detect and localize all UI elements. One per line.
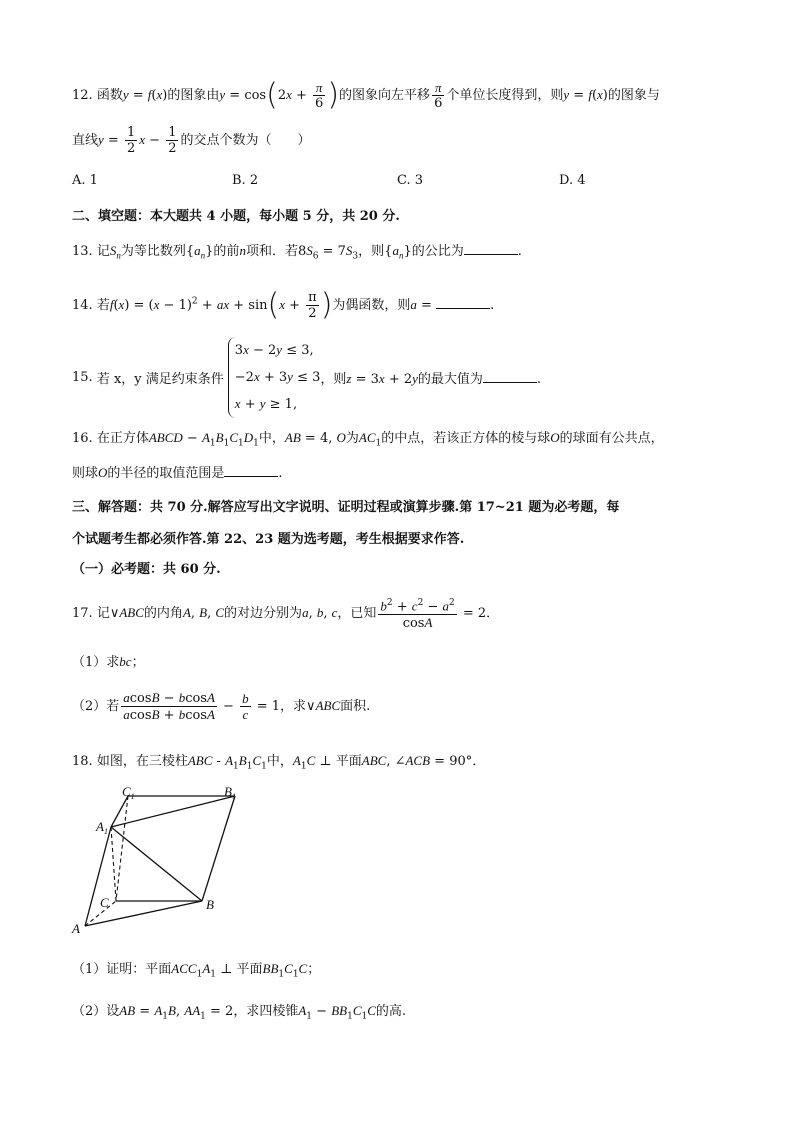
section-2-heading: 二、填空题：本大题共 4 小题，每小题 5 分，共 20 分. xyxy=(72,209,400,224)
q18-part1: （1）证明：平面$ACC_1A_1$ ⊥ 平面$BB_1C_1C$； xyxy=(72,961,321,980)
edge-a1-a xyxy=(85,827,111,926)
q17: 17. 记∨ABC的内角A, B, C的对边分别为a, b, c，已知 $\frac{b^2 + c^2 - a^2}{\cos A}$ = 2． xyxy=(72,598,500,632)
label-b: B xyxy=(206,897,214,912)
label-a1: $A_1$ xyxy=(96,819,108,836)
q16-answer-blank xyxy=(224,464,278,477)
q14-answer-blank xyxy=(436,296,490,309)
edge-a1-b1 xyxy=(111,796,235,827)
q18: 18. 如图，在三棱柱ABC - $A_1B_1C_1$中，$A_1C$ ⊥ 平面ABC, ∠ACB = 90°． xyxy=(72,753,486,772)
q12-line1: 12. 函数y = f(x)的图象由y = cos(2x + $\frac{\pi}{6}$ )的图象向左平移 $\frac{\pi}{6}$ 个单位长度得到，则y = f(x)的图象与 xyxy=(72,77,660,113)
q13: 13. 记$S_n$为等比数列$\{a_n\}$的前n项和．若$8S_6 = 7S_3$，则$\{a_n\}$的公比为 . xyxy=(72,243,522,262)
q12-option-c: C. 3 xyxy=(397,173,424,188)
section-3-subheading: （一）必考题：共 60 分. xyxy=(72,562,221,577)
label-c1: $C_1$ xyxy=(122,784,135,801)
edge-b1-b xyxy=(202,796,235,901)
q12-option-d: D. 4 xyxy=(559,173,586,188)
section-3-heading-line1: 三、解答题：共 70 分.解答应写出文字说明、证明过程或演算步骤.第 17~21 题为必考题，每 xyxy=(72,500,620,515)
edge-c1-c-hidden xyxy=(116,796,128,901)
q12-option-a: A. 1 xyxy=(72,173,98,188)
q17-part1: （1）求bc； xyxy=(72,654,145,670)
q17-part2: （2）若 $\frac{acosB - bcosA}{acosB + bcosA}$ − $\frac{b}{c}$ = 1，求∨ABC面积. xyxy=(72,690,371,723)
q13-answer-blank xyxy=(464,242,518,255)
q12-line2: 直线y = $\frac{1}{2}$ x − $\frac{1}{2}$ 的交点个数为（ ） xyxy=(72,125,311,156)
q12-options xyxy=(72,173,722,191)
q16-line1: 16. 在正方体ABCD − $A_1B_1C_1D_1$中，AB = 4, O为$AC_1$的中点，若该正方体的棱与球O的球面有公共点， xyxy=(72,430,664,449)
label-b1: $B_1$ xyxy=(224,784,236,801)
edge-a1-b xyxy=(111,827,202,901)
section-3-heading-line2: 个试题考生都必须作答.第 22、23 题为选考题，考生根据要求作答. xyxy=(72,532,465,547)
label-a: A xyxy=(72,921,80,936)
edge-a1-c1 xyxy=(111,796,128,827)
q12-option-b: B. 2 xyxy=(232,173,259,188)
edge-a1-c-hidden xyxy=(111,827,116,901)
q12-number: 12. xyxy=(72,88,93,103)
label-c: C xyxy=(100,895,109,910)
constraint-system: 3x − 2y ≤ 3, −2x + 3y ≤ 3 x + y ≥ 1, xyxy=(228,337,321,418)
q15-answer-blank xyxy=(483,370,537,383)
q14: 14. 若$f(x) = (x - 1)^2$ + ax + sin(x + $\frac{\pi}{2}$ )为偶函数，则a = . xyxy=(72,287,495,323)
q18-part2: （2）设AB = $A_1B$, $AA_1 = 2$，求四棱锥$A_1 - BB_1C_1C$的高. xyxy=(72,1003,407,1022)
q16-line2: 则球O的半径的取值范围是 . xyxy=(72,465,283,481)
prism-figure xyxy=(70,783,250,938)
q15: 15. 若 x，y 满足约束条件 3x − 2y ≤ 3, −2x + 3y ≤ 3 x + y ≥ 1, ，则z = 3x + 2y的最大值为 . xyxy=(72,337,541,418)
